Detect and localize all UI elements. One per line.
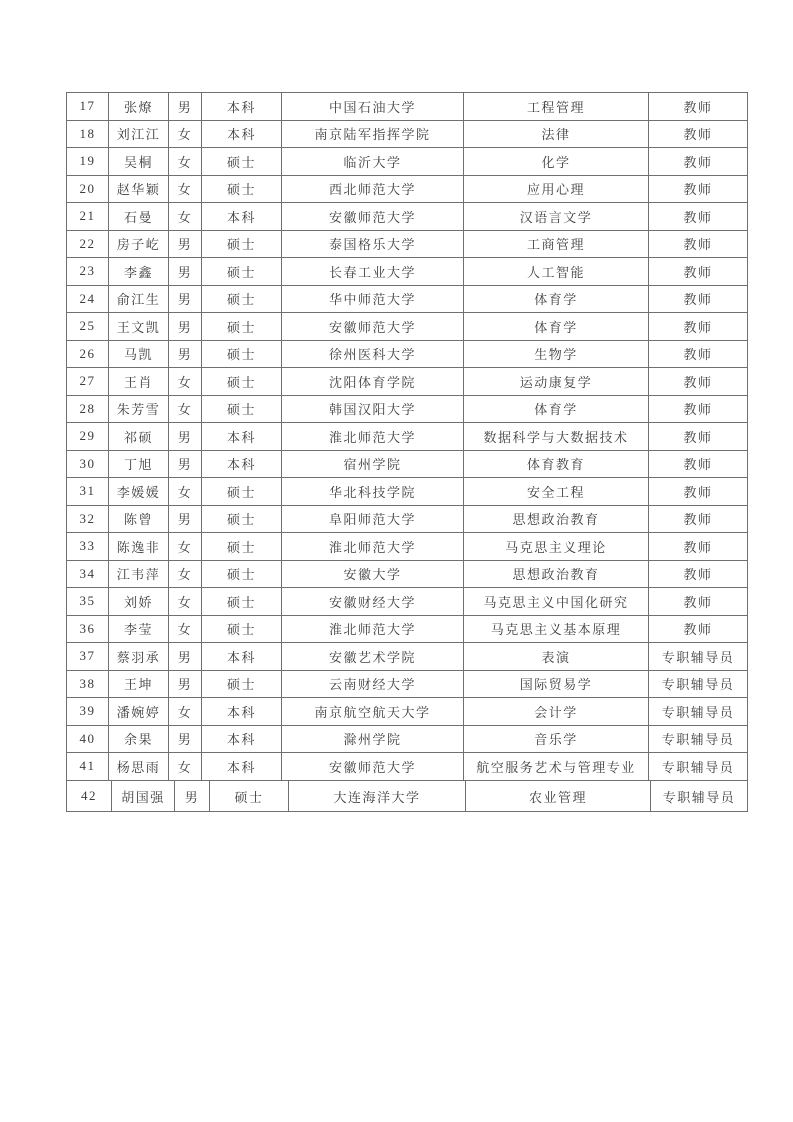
table-cell-school: 大连海洋大学 [289,781,466,812]
table-cell-no: 26 [67,340,109,368]
table-cell-degree: 硕士 [202,505,282,533]
table-cell-no: 29 [67,423,109,451]
table-cell-position: 教师 [649,203,748,231]
table-cell-degree: 硕士 [202,340,282,368]
table-cell-name: 马凯 [109,340,169,368]
table-cell-name: 陈曾 [109,505,169,533]
table-cell-gender: 男 [169,423,202,451]
table-cell-major: 生物学 [464,340,649,368]
table-cell-name: 刘娇 [109,588,169,616]
table-row [67,698,748,726]
table-row [67,615,748,643]
table-cell-position: 教师 [649,175,748,203]
table-cell-gender: 女 [169,533,202,561]
table-cell-gender: 男 [169,643,202,671]
table-cell-gender: 女 [169,478,202,506]
table-row [67,533,748,561]
table-cell-gender: 男 [169,285,202,313]
table-cell-major: 马克思主义理论 [464,533,649,561]
table-cell-degree: 本科 [202,450,282,478]
table-cell-position: 教师 [649,450,748,478]
table-cell-gender: 女 [169,560,202,588]
table-cell-gender: 男 [169,93,202,121]
table-cell-major: 体育学 [464,285,649,313]
table-cell-school: 西北师范大学 [282,175,464,203]
table-row [67,423,748,451]
table-cell-gender: 女 [169,395,202,423]
table-cell-major: 人工智能 [464,258,649,286]
table-cell-position: 专职辅导员 [649,698,748,726]
table-row [67,120,748,148]
table-cell-major: 体育学 [464,313,649,341]
table-row [67,725,748,753]
table-row [67,588,748,616]
table-cell-name: 李鑫 [109,258,169,286]
table-row [67,505,748,533]
table-cell-gender: 女 [169,615,202,643]
table-cell-name: 王文凯 [109,313,169,341]
table-row [67,395,748,423]
table-cell-school: 徐州医科大学 [282,340,464,368]
table-cell-school: 泰国格乐大学 [282,230,464,258]
table-row [67,643,748,671]
table-cell-school: 滁州学院 [282,725,464,753]
table-cell-no: 22 [67,230,109,258]
table-cell-school: 安徽师范大学 [282,203,464,231]
table-cell-degree: 硕士 [202,285,282,313]
table-cell-school: 长春工业大学 [282,258,464,286]
table-cell-degree: 本科 [202,93,282,121]
table-row [67,478,748,506]
roster-table-last-row [66,780,748,812]
table-cell-school: 宿州学院 [282,450,464,478]
table-cell-school: 沈阳体育学院 [282,368,464,396]
table-cell-school: 华北科技学院 [282,478,464,506]
table-cell-position: 教师 [649,505,748,533]
table-cell-no: 33 [67,533,109,561]
table-cell-name: 李莹 [109,615,169,643]
table-cell-degree: 硕士 [202,670,282,698]
table-cell-major: 工程管理 [464,93,649,121]
table-row [67,230,748,258]
table-cell-no: 37 [67,643,109,671]
table-cell-degree: 硕士 [202,175,282,203]
table-cell-position: 专职辅导员 [651,781,748,812]
table-row [67,781,748,812]
table-cell-position: 教师 [649,588,748,616]
table-cell-no: 36 [67,615,109,643]
table-cell-degree: 硕士 [202,560,282,588]
table-cell-name: 蔡羽承 [109,643,169,671]
table-cell-school: 淮北师范大学 [282,533,464,561]
table-cell-name: 潘婉婷 [109,698,169,726]
table-cell-degree: 本科 [202,753,282,781]
table-cell-degree: 硕士 [202,313,282,341]
table-cell-position: 专职辅导员 [649,670,748,698]
table-row [67,450,748,478]
table-cell-name: 房子屹 [109,230,169,258]
table-cell-major: 体育学 [464,395,649,423]
table-cell-major: 音乐学 [464,725,649,753]
table-cell-degree: 硕士 [210,781,289,812]
table-cell-position: 教师 [649,368,748,396]
table-cell-no: 23 [67,258,109,286]
table-cell-no: 30 [67,450,109,478]
table-row [67,175,748,203]
table-cell-name: 刘江江 [109,120,169,148]
roster-table-last-body [67,781,748,812]
table-cell-degree: 本科 [202,203,282,231]
table-cell-gender: 女 [169,120,202,148]
table-cell-name: 杨思雨 [109,753,169,781]
table-cell-no: 31 [67,478,109,506]
table-cell-name: 俞江生 [109,285,169,313]
table-row [67,258,748,286]
table-cell-position: 教师 [649,533,748,561]
table-cell-school: 阜阳师范大学 [282,505,464,533]
table-cell-no: 24 [67,285,109,313]
table-cell-no: 39 [67,698,109,726]
table-cell-gender: 女 [169,148,202,176]
table-cell-position: 教师 [649,395,748,423]
table-cell-gender: 女 [169,368,202,396]
table-row [67,285,748,313]
table-cell-position: 教师 [649,230,748,258]
table-cell-gender: 男 [169,670,202,698]
table-cell-degree: 硕士 [202,148,282,176]
table-cell-major: 航空服务艺术与管理专业 [464,753,649,781]
table-cell-no: 28 [67,395,109,423]
table-cell-school: 安徽大学 [282,560,464,588]
roster-table-main [66,92,748,781]
table-cell-school: 淮北师范大学 [282,423,464,451]
table-cell-name: 胡国强 [112,781,175,812]
table-cell-position: 教师 [649,148,748,176]
table-cell-school: 中国石油大学 [282,93,464,121]
table-cell-position: 专职辅导员 [649,753,748,781]
table-row [67,313,748,341]
table-cell-position: 教师 [649,615,748,643]
table-cell-degree: 硕士 [202,230,282,258]
table-cell-school: 淮北师范大学 [282,615,464,643]
table-cell-position: 教师 [649,560,748,588]
table-cell-major: 安全工程 [464,478,649,506]
table-cell-school: 南京航空航天大学 [282,698,464,726]
table-cell-major: 数据科学与大数据技术 [464,423,649,451]
table-cell-no: 19 [67,148,109,176]
table-cell-no: 41 [67,753,109,781]
table-row [67,670,748,698]
table-cell-major: 农业管理 [466,781,651,812]
table-cell-position: 专职辅导员 [649,725,748,753]
table-cell-major: 表演 [464,643,649,671]
table-cell-name: 丁旭 [109,450,169,478]
table-cell-position: 专职辅导员 [649,643,748,671]
table-cell-position: 教师 [649,423,748,451]
table-cell-no: 18 [67,120,109,148]
table-cell-gender: 男 [169,450,202,478]
table-cell-name: 朱芳雪 [109,395,169,423]
table-cell-position: 教师 [649,285,748,313]
table-cell-school: 安徽财经大学 [282,588,464,616]
table-cell-gender: 男 [169,230,202,258]
table-cell-no: 38 [67,670,109,698]
table-cell-name: 陈逸非 [109,533,169,561]
table-cell-degree: 硕士 [202,368,282,396]
table-row [67,560,748,588]
table-cell-gender: 女 [169,203,202,231]
table-cell-name: 吴桐 [109,148,169,176]
table-cell-major: 思想政治教育 [464,560,649,588]
table-cell-major: 应用心理 [464,175,649,203]
table-cell-school: 南京陆军指挥学院 [282,120,464,148]
table-cell-school: 安徽艺术学院 [282,643,464,671]
table-cell-gender: 男 [175,781,210,812]
table-cell-major: 体育教育 [464,450,649,478]
table-row [67,203,748,231]
table-cell-degree: 硕士 [202,615,282,643]
table-cell-position: 教师 [649,120,748,148]
table-cell-name: 王肖 [109,368,169,396]
table-cell-major: 法律 [464,120,649,148]
table-row [67,368,748,396]
table-cell-major: 马克思主义基本原理 [464,615,649,643]
table-cell-gender: 男 [169,505,202,533]
table-cell-name: 石曼 [109,203,169,231]
table-cell-no: 34 [67,560,109,588]
table-cell-degree: 本科 [202,120,282,148]
table-cell-degree: 本科 [202,698,282,726]
table-cell-gender: 女 [169,698,202,726]
table-cell-school: 韩国汉阳大学 [282,395,464,423]
table-cell-no: 32 [67,505,109,533]
table-cell-name: 李媛媛 [109,478,169,506]
table-cell-name: 张燎 [109,93,169,121]
table-cell-no: 27 [67,368,109,396]
table-cell-major: 国际贸易学 [464,670,649,698]
table-cell-no: 17 [67,93,109,121]
table-cell-major: 运动康复学 [464,368,649,396]
table-cell-position: 教师 [649,93,748,121]
table-cell-degree: 本科 [202,643,282,671]
table-cell-name: 余果 [109,725,169,753]
table-cell-degree: 硕士 [202,395,282,423]
table-cell-gender: 女 [169,175,202,203]
table-cell-degree: 硕士 [202,258,282,286]
table-cell-gender: 男 [169,340,202,368]
table-row [67,93,748,121]
table-cell-school: 安徽师范大学 [282,753,464,781]
table-cell-major: 马克思主义中国化研究 [464,588,649,616]
roster-table-body [67,93,748,781]
table-cell-position: 教师 [649,478,748,506]
table-cell-gender: 女 [169,588,202,616]
table-cell-no: 35 [67,588,109,616]
table-cell-major: 工商管理 [464,230,649,258]
table-cell-major: 思想政治教育 [464,505,649,533]
table-cell-major: 化学 [464,148,649,176]
table-cell-degree: 硕士 [202,478,282,506]
table-cell-school: 临沂大学 [282,148,464,176]
table-cell-name: 赵华颖 [109,175,169,203]
table-cell-no: 25 [67,313,109,341]
table-row [67,148,748,176]
table-cell-gender: 男 [169,725,202,753]
table-cell-major: 会计学 [464,698,649,726]
table-cell-position: 教师 [649,313,748,341]
table-cell-no: 21 [67,203,109,231]
table-cell-position: 教师 [649,340,748,368]
table-cell-position: 教师 [649,258,748,286]
table-cell-degree: 本科 [202,725,282,753]
table-row [67,753,748,781]
table-cell-school: 云南财经大学 [282,670,464,698]
table-cell-no: 20 [67,175,109,203]
table-cell-gender: 男 [169,258,202,286]
table-cell-major: 汉语言文学 [464,203,649,231]
table-cell-degree: 本科 [202,423,282,451]
table-cell-gender: 男 [169,313,202,341]
table-cell-name: 王坤 [109,670,169,698]
table-cell-gender: 女 [169,753,202,781]
table-cell-name: 江韦萍 [109,560,169,588]
table-cell-name: 祁硕 [109,423,169,451]
table-cell-no: 42 [67,781,112,812]
table-cell-degree: 硕士 [202,533,282,561]
table-cell-school: 安徽师范大学 [282,313,464,341]
table-cell-no: 40 [67,725,109,753]
table-cell-school: 华中师范大学 [282,285,464,313]
table-cell-degree: 硕士 [202,588,282,616]
table-row [67,340,748,368]
